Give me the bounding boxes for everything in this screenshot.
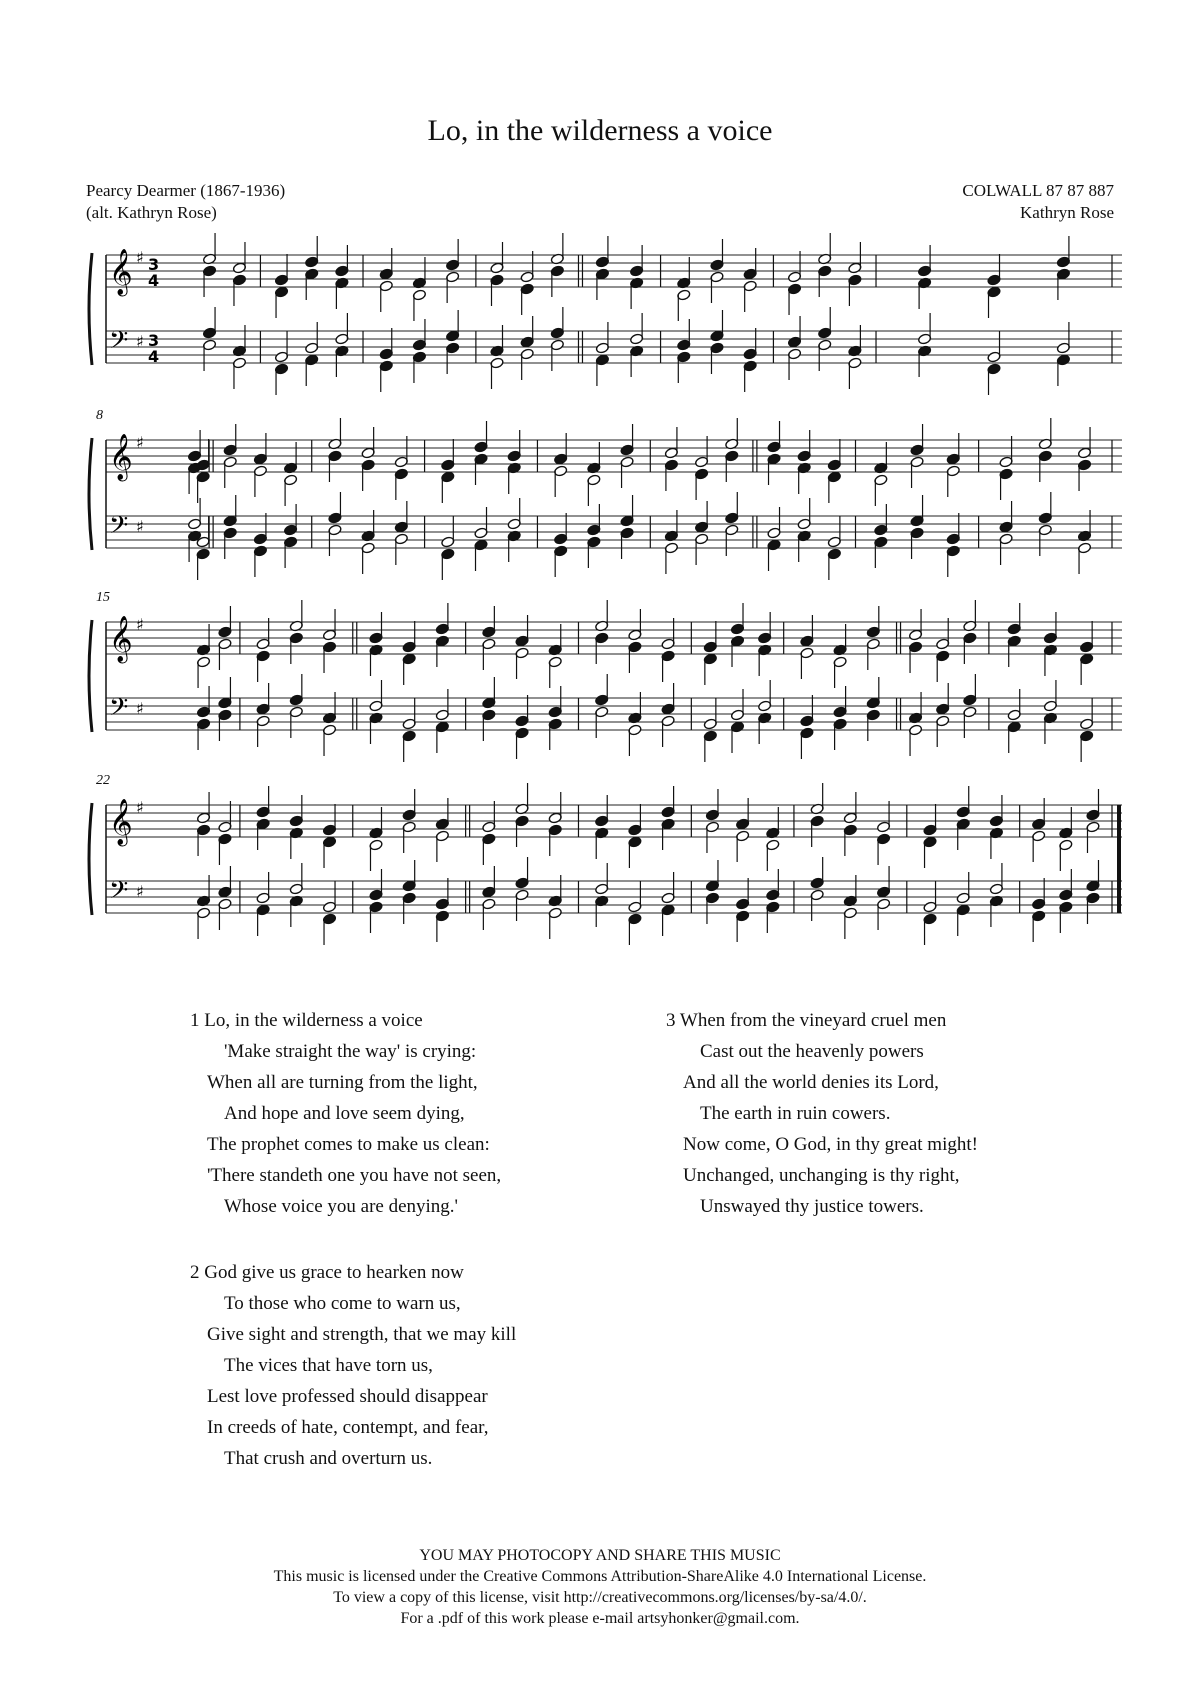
verse-number: 3	[666, 1010, 676, 1031]
verse-3	[666, 1005, 978, 1222]
key-signature-sharp: ♯	[136, 699, 144, 718]
system-brace	[89, 438, 92, 550]
time-signature-bottom: 4	[148, 271, 160, 290]
verse-line: Now come, O God, in thy great might!	[683, 1134, 978, 1155]
key-signature-sharp: ♯	[136, 517, 144, 536]
license-footer	[0, 1545, 1200, 1629]
treble-clef: 𝄞	[109, 799, 133, 845]
alteration-credit: (alt. Kathryn Rose)	[86, 203, 217, 222]
grand-staff	[86, 430, 1122, 570]
composer-credit: Kathryn Rose	[1020, 203, 1114, 222]
verse-line: The vices that have torn us,	[224, 1355, 433, 1376]
verse-line: The prophet comes to make us clean:	[207, 1134, 490, 1155]
key-signature-sharp: ♯	[136, 248, 144, 267]
verse-line: Unswayed thy justice towers.	[700, 1196, 924, 1217]
verse-line: 'There standeth one you have not seen,	[207, 1165, 502, 1186]
verse-number: 2	[190, 1262, 200, 1283]
verse-line: 2 God give us grace to hearken now	[190, 1262, 464, 1283]
verse-line: 3 When from the vineyard cruel men	[666, 1010, 947, 1031]
music-system-1	[86, 245, 1122, 385]
system-brace	[89, 803, 92, 915]
footer-line: This music is licensed under the Creative Commons Attribution-ShareAlike 4.0 International License.	[273, 1568, 927, 1585]
hymn-title: Lo, in the wilderness a voice	[427, 114, 773, 147]
key-signature-sharp: ♯	[136, 882, 144, 901]
tune-name: COLWALL 87 87 887	[962, 181, 1114, 200]
system-brace	[89, 620, 92, 732]
key-signature-sharp: ♯	[136, 798, 144, 817]
music-system-3	[86, 590, 1122, 752]
time-signature-top: 3	[148, 255, 160, 274]
verse-line: Lest love professed should disappear	[207, 1386, 488, 1407]
footer-line: YOU MAY PHOTOCOPY AND SHARE THIS MUSIC	[419, 1547, 781, 1564]
music-system-2	[86, 408, 1122, 570]
bass-clef: 𝄢	[109, 876, 129, 911]
verse-line: 1 Lo, in the wilderness a voice	[190, 1010, 423, 1031]
bass-clef: 𝄢	[109, 511, 129, 546]
verse-line: And all the world denies its Lord,	[683, 1072, 939, 1093]
measure-number: 8	[96, 408, 103, 423]
music-system-4	[86, 773, 1122, 935]
measure-number: 22	[96, 773, 110, 788]
author-credit: Pearcy Dearmer (1867-1936)	[86, 181, 286, 200]
system-brace	[89, 253, 92, 365]
footer-line: To view a copy of this license, visit http://creativecommons.org/licenses/by-sa/4.0/.	[333, 1589, 867, 1606]
footer-line: For a .pdf of this work please e-mail artsyhonker@gmail.com.	[400, 1610, 800, 1627]
verse-line: Cast out the heavenly powers	[700, 1041, 924, 1062]
final-barline	[1117, 805, 1121, 913]
verse-line: The earth in ruin cowers.	[700, 1103, 891, 1124]
time-signature-top: 3	[148, 331, 160, 350]
text-credits	[86, 180, 285, 224]
treble-clef: 𝄞	[109, 434, 133, 480]
verse-line: Whose voice you are denying.'	[224, 1196, 458, 1217]
tune-credits	[962, 180, 1114, 224]
verse-line: When all are turning from the light,	[207, 1072, 478, 1093]
verse-line: In creeds of hate, contempt, and fear,	[207, 1417, 489, 1438]
verse-line: 'Make straight the way' is crying:	[224, 1041, 477, 1062]
key-signature-sharp: ♯	[136, 615, 144, 634]
verse-2	[190, 1257, 516, 1474]
measure-number: 15	[96, 590, 110, 605]
grand-staff	[86, 245, 1122, 385]
grand-staff	[86, 795, 1122, 935]
key-signature-sharp: ♯	[136, 433, 144, 452]
verse-line: Unchanged, unchanging is thy right,	[683, 1165, 960, 1186]
verse-line: To those who come to warn us,	[224, 1293, 461, 1314]
key-signature-sharp: ♯	[136, 332, 144, 351]
verse-line: And hope and love seem dying,	[224, 1103, 465, 1124]
verse-line: Give sight and strength, that we may kill	[207, 1324, 517, 1345]
treble-clef: 𝄞	[109, 249, 133, 295]
bass-clef: 𝄢	[109, 326, 129, 361]
time-signature-bottom: 4	[148, 347, 160, 366]
verse-line: That crush and overturn us.	[224, 1448, 433, 1469]
bass-clef: 𝄢	[109, 693, 129, 728]
treble-clef: 𝄞	[109, 616, 133, 662]
verse-number: 1	[190, 1010, 200, 1031]
grand-staff	[86, 612, 1122, 752]
verse-1	[190, 1005, 501, 1222]
